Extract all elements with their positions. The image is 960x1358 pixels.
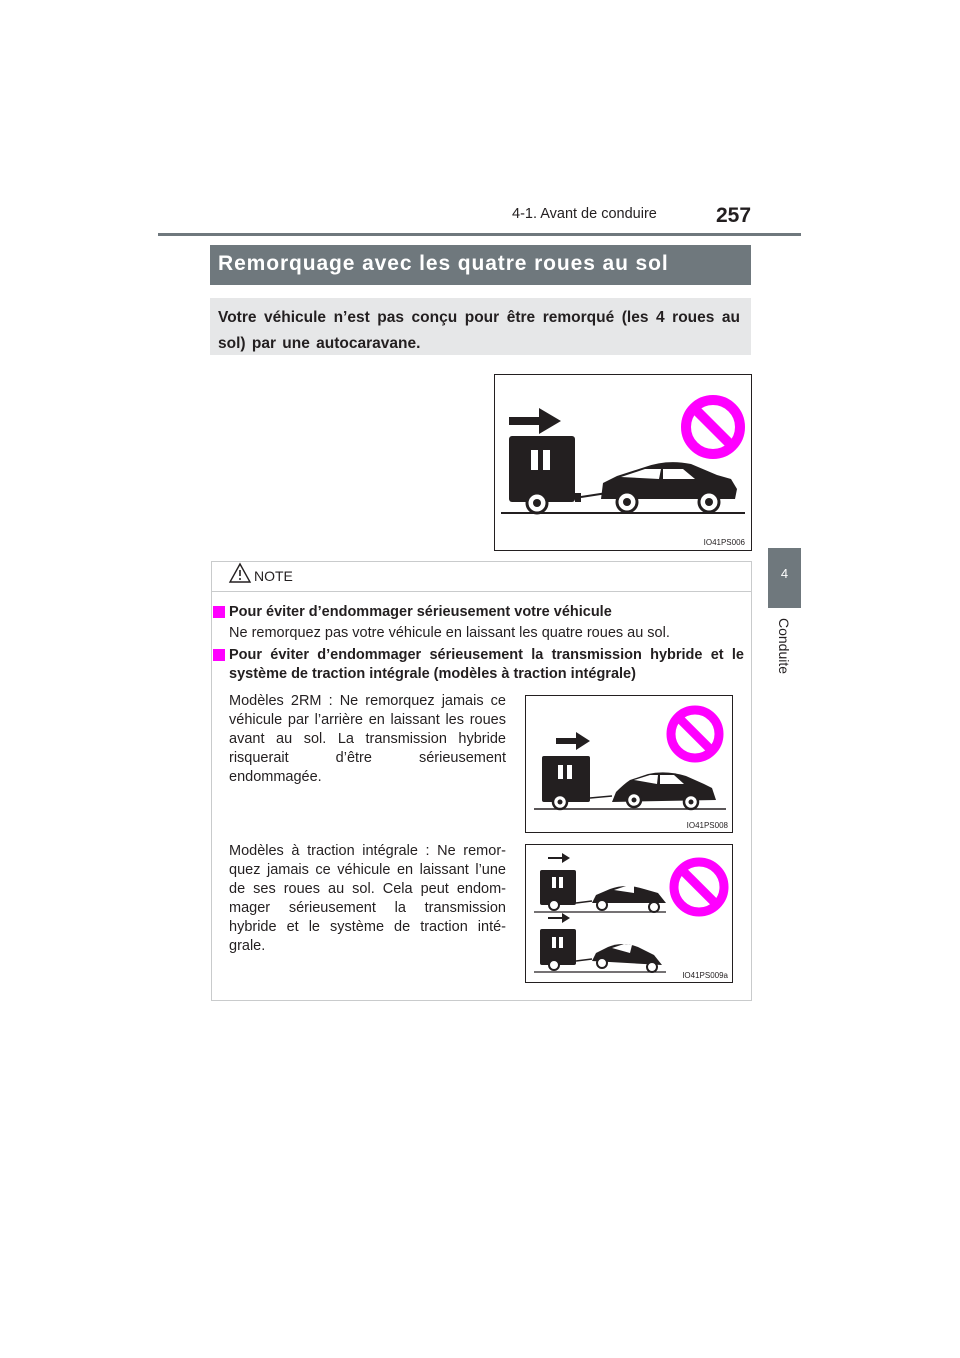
motorhome-towing-4wd-illustration xyxy=(526,845,732,982)
direction-arrow-icon xyxy=(509,408,561,434)
note-item-1-text: Ne remorquez pas votre véhicule en laissant les quatre roues au sol. xyxy=(229,625,670,641)
prohibited-icon xyxy=(686,400,740,454)
towing-illustration-main xyxy=(494,374,752,551)
page-number: 257 xyxy=(716,204,752,227)
intro-text: Votre véhicule n’est pas conçu pour être remorqué (les 4 roues au sol) par une autocaravane. xyxy=(218,309,740,352)
section-title: Remorquage avec les quatre roues au sol xyxy=(218,252,669,275)
note-2wd-text: Modèles 2RM : Ne remorquez jamais ce véhicule par l’arrière en laissant les roues avant au sol. La transmission hybride risquerait d’être sérieusement endommagée. xyxy=(229,693,506,785)
scenario-front-lifted xyxy=(534,853,666,912)
chapter-label: Conduite xyxy=(776,618,792,675)
direction-arrow-icon xyxy=(548,853,570,863)
direction-arrow-icon xyxy=(548,913,570,923)
note-item-2-heading: Pour éviter d’endommager sérieusement la transmission hybride et le système de traction intégrale (modèles à traction intégrale) xyxy=(229,647,744,682)
figure-code: IO41PS009a xyxy=(682,971,728,980)
chapter-number: 4 xyxy=(780,566,789,581)
prohibited-icon xyxy=(674,862,724,912)
motorhome-body xyxy=(509,436,575,502)
note-item-1-heading: Pour éviter d’endommager sérieusement votre véhicule xyxy=(229,604,612,620)
bullet-square-icon xyxy=(213,606,225,618)
note-title: NOTE xyxy=(254,568,293,584)
note-4wd-text: Modèles à traction intégrale : Ne remor-quez jamais ce véhicule en laissant l’une de ses roues au sol. Cela peut endom-mager sérieusement la transmission hybride et le système de traction inté-grale. xyxy=(229,843,506,954)
towing-illustration-2wd xyxy=(525,695,733,833)
section-reference: 4-1. Avant de conduire xyxy=(512,206,657,222)
note-header-divider xyxy=(211,591,752,592)
motorhome-towing-car-illustration xyxy=(495,375,751,550)
direction-arrow-icon xyxy=(556,732,590,750)
scenario-rear-lifted xyxy=(534,913,666,972)
towing-illustration-4wd xyxy=(525,844,733,983)
prohibited-icon xyxy=(671,710,719,758)
header-rule xyxy=(158,233,801,236)
bullet-square-icon xyxy=(213,649,225,661)
figure-code: IO41PS008 xyxy=(686,821,728,830)
figure-code: IO41PS006 xyxy=(703,538,745,547)
motorhome-towing-2wd-illustration xyxy=(526,696,732,832)
warning-triangle-icon xyxy=(228,562,252,584)
